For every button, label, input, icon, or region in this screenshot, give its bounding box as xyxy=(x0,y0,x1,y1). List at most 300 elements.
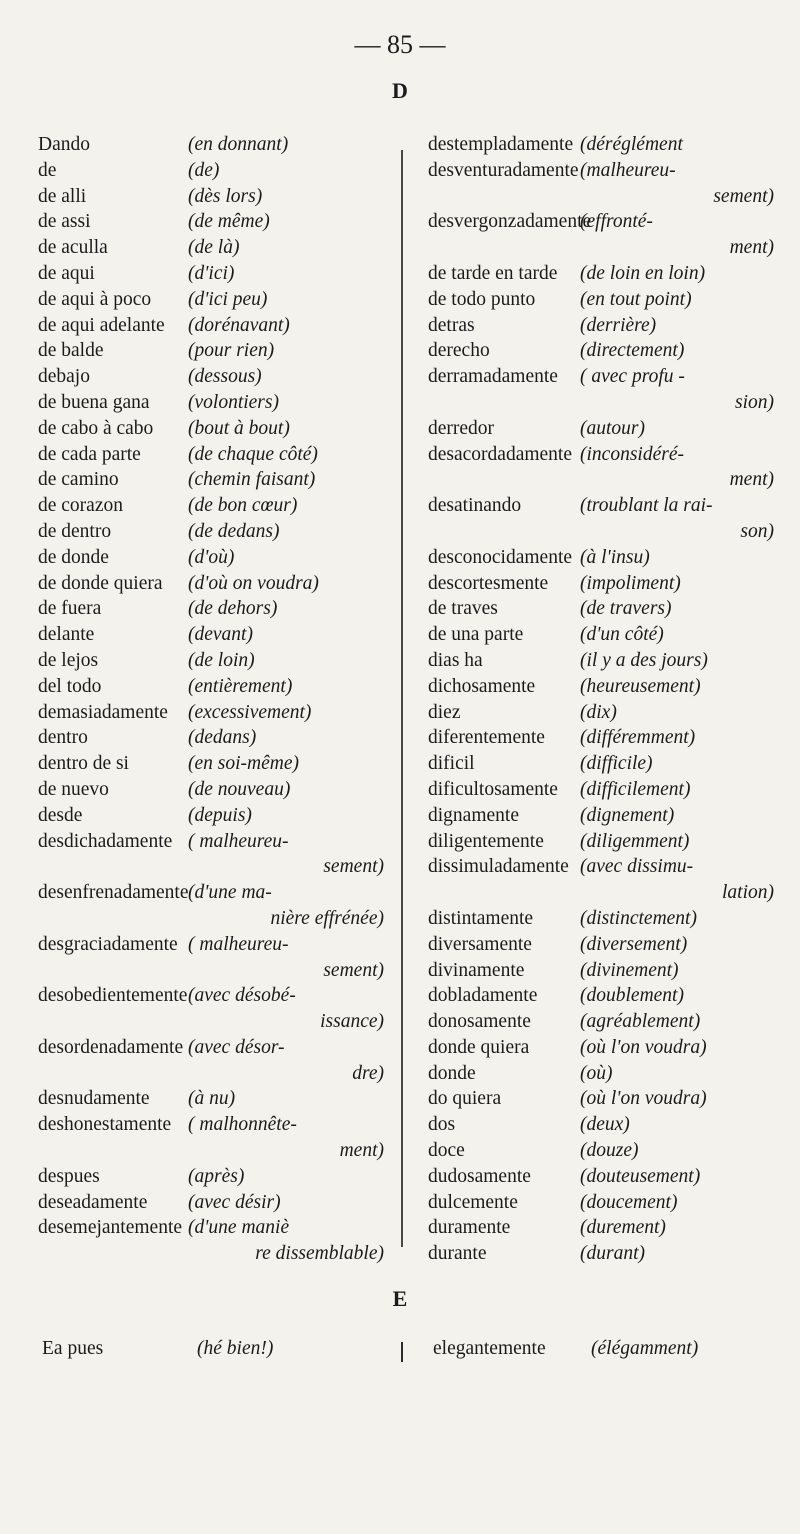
entry-gloss: (d'ici peu) xyxy=(188,288,268,310)
entry-row xyxy=(428,803,778,829)
entry-row xyxy=(428,338,778,364)
entry-term: elegantemente xyxy=(433,1338,546,1359)
dictionary-entry xyxy=(428,596,778,622)
entry-row xyxy=(428,545,778,571)
entry-row xyxy=(428,932,778,958)
entry-term: Dando xyxy=(38,134,90,155)
entry-row xyxy=(38,261,388,287)
entry-gloss-continuation: ment) xyxy=(729,469,774,491)
entry-row xyxy=(38,545,388,571)
entry-term: de dentro xyxy=(38,520,112,542)
entry-gloss: (de nouveau) xyxy=(188,778,291,800)
entry-term: donosamente xyxy=(428,1011,531,1033)
entry-row xyxy=(38,1112,388,1138)
entry-term: derramadamente xyxy=(428,366,558,388)
dictionary-entry xyxy=(428,1138,778,1164)
dictionary-entry xyxy=(428,209,778,261)
entry-gloss: (à l'insu) xyxy=(580,546,650,568)
entry-gloss: (en soi-même) xyxy=(188,753,299,775)
dictionary-entry xyxy=(428,803,778,829)
dictionary-entry xyxy=(38,1086,388,1112)
entry-gloss: (douteusement) xyxy=(580,1165,701,1187)
entry-term: desvergonzadamente xyxy=(428,211,592,233)
entry-term: desventuradamente xyxy=(428,159,579,181)
entry-row xyxy=(38,700,388,726)
entry-row xyxy=(38,674,388,700)
entry-term: de donde quiera xyxy=(38,572,163,594)
entry-row xyxy=(428,983,778,1009)
entry-row xyxy=(38,416,388,442)
entry-row xyxy=(38,132,388,158)
dictionary-entry xyxy=(428,751,778,777)
dictionary-entry xyxy=(428,932,778,958)
entry-term: delante xyxy=(38,624,95,646)
dictionary-entry xyxy=(428,132,778,158)
e-entry-right xyxy=(433,1338,699,1360)
entry-row xyxy=(428,725,778,751)
entry-row xyxy=(428,1035,778,1061)
entry-term: do quiera xyxy=(428,1088,502,1110)
entry-row xyxy=(38,1164,388,1190)
entry-row xyxy=(38,390,388,416)
entry-term: despues xyxy=(38,1165,100,1187)
entry-row xyxy=(428,1138,778,1164)
dictionary-entry xyxy=(428,1164,778,1190)
entry-row xyxy=(38,777,388,803)
entry-row xyxy=(428,287,778,313)
entry-gloss: (d'un côté) xyxy=(580,624,664,646)
dictionary-entry xyxy=(38,1112,388,1164)
dictionary-entry xyxy=(38,983,388,1035)
entry-term: desatinando xyxy=(428,495,522,517)
entry-gloss: (troublant la rai- xyxy=(580,495,713,517)
dictionary-entry xyxy=(38,880,388,932)
entry-gloss: (durement) xyxy=(580,1217,666,1239)
dictionary-entry xyxy=(428,906,778,932)
entry-gloss: (d'une maniè xyxy=(188,1217,290,1239)
entry-gloss: ( malhonnête- xyxy=(188,1114,297,1136)
section-letter-e: E xyxy=(392,1286,408,1311)
entry-term: durante xyxy=(428,1243,487,1265)
entry-gloss: (après) xyxy=(188,1165,245,1187)
entry-term: dichosamente xyxy=(428,675,536,697)
entry-row xyxy=(38,932,388,958)
entry-term: desconocidamente xyxy=(428,546,573,568)
dictionary-entry xyxy=(428,545,778,571)
entry-gloss: (de même) xyxy=(188,211,270,233)
entry-row xyxy=(38,519,388,545)
dictionary-entry xyxy=(428,364,778,416)
dictionary-entry xyxy=(428,1241,778,1267)
dictionary-entry xyxy=(38,184,388,210)
dictionary-entry xyxy=(428,158,778,210)
entry-gloss: (heureusement) xyxy=(580,675,701,697)
entry-gloss: (de chaque côté) xyxy=(188,443,318,465)
entry-term: de lejos xyxy=(38,649,99,671)
entry-gloss: (d'une ma- xyxy=(188,882,272,904)
entry-gloss-continuation: sement) xyxy=(323,856,384,878)
entry-term: desobedientemente xyxy=(38,985,188,1007)
entry-term: dificil xyxy=(428,753,475,775)
entry-row xyxy=(38,1086,388,1112)
entry-gloss: (malheureu- xyxy=(580,159,676,181)
entry-term: de donde xyxy=(38,546,109,568)
entry-term: diferentemente xyxy=(428,727,545,749)
entry-gloss: ( malheureu- xyxy=(188,933,289,955)
entry-term: dias ha xyxy=(428,649,483,671)
entry-gloss: (élégamment) xyxy=(591,1338,699,1359)
dictionary-entry xyxy=(428,442,778,494)
entry-gloss: (de) xyxy=(188,159,220,181)
entry-row xyxy=(428,674,778,700)
entry-row xyxy=(38,983,388,1009)
entry-term: de aqui xyxy=(38,262,95,284)
entry-row xyxy=(428,261,778,287)
dictionary-entry xyxy=(38,1215,388,1267)
entry-term: de nuevo xyxy=(38,778,109,800)
entry-row xyxy=(428,571,778,597)
entry-term: de cabo à cabo xyxy=(38,417,154,439)
entry-gloss: (bout à bout) xyxy=(188,417,290,439)
dictionary-entry xyxy=(428,571,778,597)
entry-term: donde xyxy=(428,1062,476,1084)
entry-term: diligentemente xyxy=(428,830,544,852)
entry-term: deseadamente xyxy=(38,1191,148,1213)
entry-gloss: (d'où on voudra) xyxy=(188,572,319,594)
dictionary-entry xyxy=(38,235,388,261)
entry-gloss: (où) xyxy=(580,1062,613,1084)
entry-term: de assi xyxy=(38,211,91,233)
entry-row xyxy=(428,1215,778,1241)
entry-gloss: (distinctement) xyxy=(580,907,697,929)
entry-row xyxy=(428,700,778,726)
entry-term: dissimuladamente xyxy=(428,856,569,878)
section-letter-d: D xyxy=(392,78,408,103)
dictionary-entry xyxy=(38,700,388,726)
entry-gloss: (en donnant) xyxy=(188,134,289,155)
entry-gloss: (deux) xyxy=(580,1114,630,1136)
entry-gloss: (diversement) xyxy=(580,933,688,955)
entry-gloss: (effronté- xyxy=(580,211,653,233)
page-number: — 85 — xyxy=(354,30,446,59)
entry-row xyxy=(428,442,778,468)
column-divider xyxy=(401,150,403,1247)
entry-term: de aqui à poco xyxy=(38,288,152,310)
entry-gloss-continuation: nière effrénée) xyxy=(270,907,384,929)
entry-gloss: ( malheureu- xyxy=(188,830,289,852)
entry-gloss: (de dehors) xyxy=(188,598,278,620)
entry-term: dentro xyxy=(38,727,88,749)
entry-term: de cada parte xyxy=(38,443,141,465)
entry-gloss: (devant) xyxy=(188,624,253,646)
dictionary-entry xyxy=(38,648,388,674)
entry-term: dificultosamente xyxy=(428,778,558,800)
entry-row xyxy=(428,1009,778,1035)
entry-term: de fuera xyxy=(38,598,102,620)
entry-gloss: (hé bien!) xyxy=(197,1338,274,1359)
entry-term: de buena gana xyxy=(38,391,150,413)
entry-row xyxy=(428,1164,778,1190)
entry-term: desdichadamente xyxy=(38,830,173,852)
dictionary-entry xyxy=(38,751,388,777)
entry-gloss: (dorénavant) xyxy=(188,314,290,336)
entry-row xyxy=(38,803,388,829)
entry-row xyxy=(38,184,388,210)
entry-row xyxy=(428,493,778,519)
entry-term: desnudamente xyxy=(38,1088,150,1110)
dictionary-entry xyxy=(428,1112,778,1138)
entry-gloss: (douze) xyxy=(580,1140,639,1162)
left-column xyxy=(38,132,388,1267)
entry-term: derecho xyxy=(428,340,490,362)
entry-row xyxy=(38,596,388,622)
dictionary-entry xyxy=(428,854,778,906)
entry-gloss: (dedans) xyxy=(188,727,257,749)
entry-gloss-continuation: son) xyxy=(740,520,774,542)
entry-gloss: (de là) xyxy=(188,237,240,259)
entry-row xyxy=(38,442,388,468)
entry-gloss: (dessous) xyxy=(188,366,262,388)
entry-term: de traves xyxy=(428,598,498,620)
dictionary-entry xyxy=(38,622,388,648)
entry-row xyxy=(428,829,778,855)
dictionary-entry xyxy=(428,313,778,339)
entry-gloss: (difficile) xyxy=(580,753,653,775)
entry-row xyxy=(38,313,388,339)
entry-row xyxy=(38,493,388,519)
entry-gloss: (doucement) xyxy=(580,1191,678,1213)
entry-term: donde quiera xyxy=(428,1036,530,1058)
entry-row xyxy=(38,880,388,906)
entry-term: detras xyxy=(428,314,475,336)
dictionary-entry xyxy=(38,725,388,751)
entry-gloss: (il y a des jours) xyxy=(580,649,708,671)
entry-gloss: (entièrement) xyxy=(188,675,293,697)
dictionary-entry xyxy=(428,674,778,700)
entry-gloss: (derrière) xyxy=(580,314,657,336)
dictionary-entry xyxy=(38,829,388,881)
entry-row xyxy=(38,287,388,313)
entry-gloss: (diligemment) xyxy=(580,830,690,852)
dictionary-entry xyxy=(38,390,388,416)
dictionary-entry xyxy=(38,596,388,622)
dictionary-entry xyxy=(428,1086,778,1112)
entry-gloss-continuation: sion) xyxy=(735,391,774,413)
entry-row xyxy=(38,467,388,493)
entry-term: dudosamente xyxy=(428,1165,531,1187)
entry-row xyxy=(428,622,778,648)
entry-gloss: (d'ici) xyxy=(188,262,235,284)
dictionary-entry xyxy=(428,983,778,1009)
entry-gloss: (dix) xyxy=(580,701,617,723)
entry-row xyxy=(428,364,778,390)
entry-gloss: (de loin en loin) xyxy=(580,262,706,284)
dictionary-entry xyxy=(428,287,778,313)
entry-row xyxy=(428,596,778,622)
entry-gloss: (avec désor- xyxy=(188,1036,285,1058)
right-column xyxy=(428,132,778,1267)
entry-term: distintamente xyxy=(428,907,534,929)
entry-term: desgraciadamente xyxy=(38,933,178,955)
dictionary-entry xyxy=(38,571,388,597)
entry-term: de todo punto xyxy=(428,288,536,310)
dictionary-entry xyxy=(38,803,388,829)
dictionary-entry xyxy=(428,1215,778,1241)
entry-row xyxy=(428,777,778,803)
dictionary-entry xyxy=(38,338,388,364)
dictionary-entry xyxy=(38,545,388,571)
entry-gloss: (depuis) xyxy=(188,804,252,826)
entry-row xyxy=(38,338,388,364)
entry-term: deshonestamente xyxy=(38,1114,172,1136)
dictionary-entry xyxy=(428,777,778,803)
entry-gloss-continuation: re dissemblable) xyxy=(255,1243,384,1265)
dictionary-entry xyxy=(428,1009,778,1035)
entry-term: de tarde en tarde xyxy=(428,262,558,284)
dictionary-entry xyxy=(38,416,388,442)
entry-gloss: (dès lors) xyxy=(188,185,263,207)
dictionary-entry xyxy=(38,519,388,545)
entry-gloss: (de bon cœur) xyxy=(188,495,298,517)
entry-row xyxy=(428,416,778,442)
dictionary-entry xyxy=(428,958,778,984)
entry-term: dignamente xyxy=(428,804,519,826)
entry-row xyxy=(38,364,388,390)
entry-term: desacordadamente xyxy=(428,443,573,465)
entry-term: de aculla xyxy=(38,237,108,259)
dictionary-entry xyxy=(38,261,388,287)
dictionary-entry xyxy=(38,313,388,339)
entry-gloss: (durant) xyxy=(580,1243,645,1265)
entry-term: destempladamente xyxy=(428,134,574,155)
entry-term: desenfrenadamente xyxy=(38,882,189,904)
entry-row xyxy=(428,1086,778,1112)
dictionary-entry xyxy=(428,1061,778,1087)
dictionary-entry xyxy=(38,132,388,158)
dictionary-entry xyxy=(38,364,388,390)
entry-term: de balde xyxy=(38,340,104,362)
entry-term: demasiadamente xyxy=(38,701,168,723)
dictionary-entry xyxy=(38,158,388,184)
entry-gloss: (volontiers) xyxy=(188,391,279,413)
entry-gloss: (d'où) xyxy=(188,546,235,568)
entry-gloss-continuation: sement) xyxy=(713,185,774,207)
dictionary-entry xyxy=(38,493,388,519)
dictionary-entry xyxy=(428,261,778,287)
entry-term: de camino xyxy=(38,469,119,491)
entry-gloss: (divinement) xyxy=(580,959,679,981)
entry-gloss-continuation: lation) xyxy=(722,882,774,904)
entry-term: desde xyxy=(38,804,83,826)
entry-gloss: (agréablement) xyxy=(580,1011,701,1033)
dictionary-entry xyxy=(38,1164,388,1190)
entry-row xyxy=(38,1215,388,1241)
entry-gloss: (impoliment) xyxy=(580,572,681,594)
dictionary-entry xyxy=(38,287,388,313)
entry-row xyxy=(428,1190,778,1216)
entry-term: divinamente xyxy=(428,959,525,981)
entry-gloss-continuation: ment) xyxy=(339,1140,384,1162)
entry-gloss: (de travers) xyxy=(580,598,672,620)
entry-term: derredor xyxy=(428,417,495,439)
entry-term: dulcemente xyxy=(428,1191,518,1213)
entry-gloss: (déréglément xyxy=(580,134,683,155)
entry-gloss: (autour) xyxy=(580,417,645,439)
dictionary-entry xyxy=(428,648,778,674)
dictionary-entry xyxy=(38,1190,388,1216)
entry-term: Ea pues xyxy=(42,1338,104,1359)
entry-gloss: (directement) xyxy=(580,340,685,362)
entry-row xyxy=(428,751,778,777)
entry-term: desemejantemente xyxy=(38,1217,183,1239)
entry-term: descortesmente xyxy=(428,572,549,594)
entry-term: desordenadamente xyxy=(38,1036,184,1058)
entry-term: de una parte xyxy=(428,624,524,646)
dictionary-entry xyxy=(428,1035,778,1061)
entry-gloss-continuation: ment) xyxy=(729,237,774,259)
entry-gloss: (en tout point) xyxy=(580,288,692,310)
entry-gloss: (différemment) xyxy=(580,727,696,749)
entry-row xyxy=(38,158,388,184)
dictionary-entry xyxy=(428,493,778,545)
entry-term: de aqui adelante xyxy=(38,314,165,336)
dictionary-entry xyxy=(38,209,388,235)
entry-gloss: (pour rien) xyxy=(188,340,275,362)
dictionary-entry xyxy=(428,700,778,726)
entry-term: duramente xyxy=(428,1217,511,1239)
entry-gloss: (inconsidéré- xyxy=(580,443,684,465)
dictionary-entry xyxy=(38,932,388,984)
entry-row xyxy=(428,648,778,674)
entry-term: de alli xyxy=(38,185,87,207)
entry-row xyxy=(428,958,778,984)
entry-term: diez xyxy=(428,701,461,723)
dictionary-entry xyxy=(428,622,778,648)
entry-row xyxy=(38,1190,388,1216)
dictionary-entry xyxy=(428,829,778,855)
entry-gloss: (de loin) xyxy=(188,649,255,671)
entry-row xyxy=(38,1035,388,1061)
entry-gloss: (de dedans) xyxy=(188,520,280,542)
entry-row xyxy=(428,906,778,932)
entry-term: del todo xyxy=(38,675,102,697)
entry-row xyxy=(428,158,778,184)
entry-row xyxy=(38,571,388,597)
dictionary-entry xyxy=(428,416,778,442)
entry-gloss-continuation: issance) xyxy=(320,1011,384,1033)
entry-gloss-continuation: dre) xyxy=(352,1062,384,1084)
entry-gloss: (chemin faisant) xyxy=(188,469,316,491)
dictionary-entry xyxy=(428,725,778,751)
entry-gloss: ( avec profu - xyxy=(580,366,685,388)
entry-term: dentro de si xyxy=(38,753,129,775)
dictionary-entry xyxy=(428,1190,778,1216)
entry-row xyxy=(428,1112,778,1138)
entry-gloss: (dignement) xyxy=(580,804,675,826)
entry-gloss: (excessivement) xyxy=(188,701,312,723)
entry-gloss: (avec désobé- xyxy=(188,985,296,1007)
entry-row xyxy=(38,209,388,235)
entry-row xyxy=(38,235,388,261)
entry-row xyxy=(428,313,778,339)
column-divider-e xyxy=(401,1342,403,1362)
entry-gloss: (où l'on voudra) xyxy=(580,1036,707,1058)
dictionary-entry xyxy=(38,467,388,493)
entry-gloss: (à nu) xyxy=(188,1088,236,1110)
entry-term: debajo xyxy=(38,366,90,388)
entry-row xyxy=(428,132,778,158)
entry-term: de xyxy=(38,159,57,181)
